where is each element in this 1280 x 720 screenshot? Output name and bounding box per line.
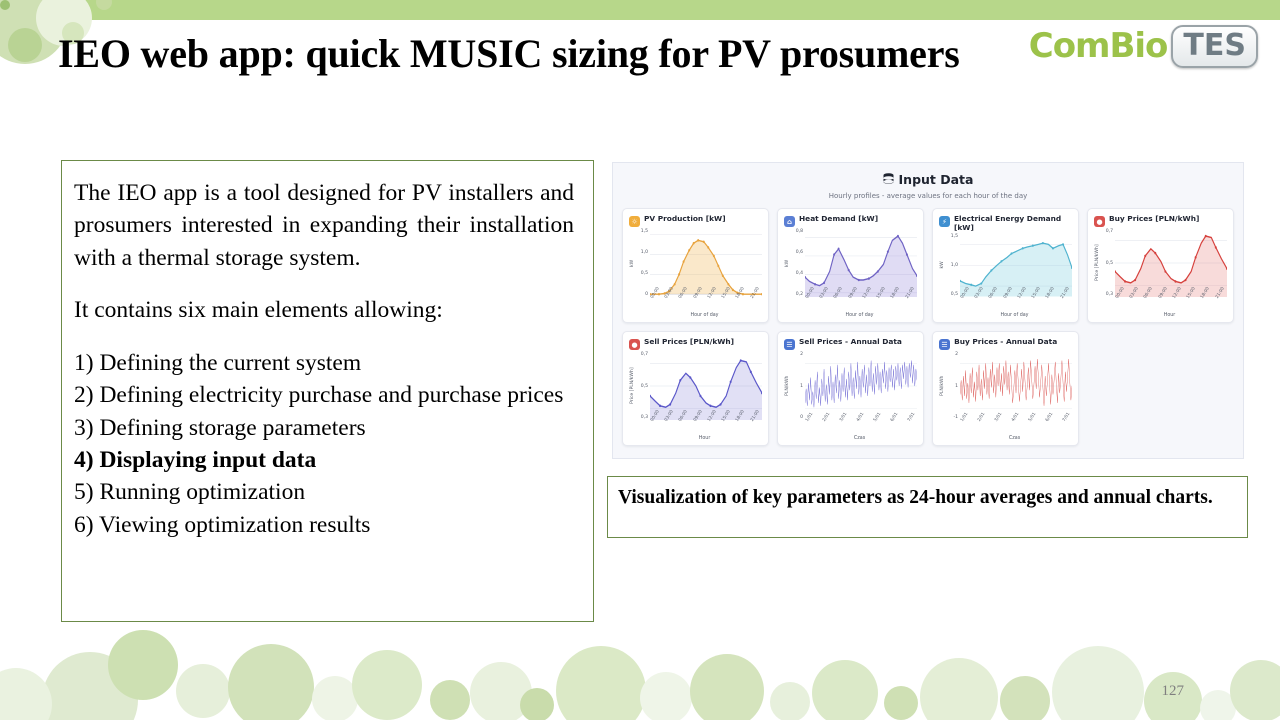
screenshot-header: [613, 163, 1243, 200]
y-tick: 0: [800, 415, 804, 420]
cards-row-bottom: [613, 323, 1243, 446]
x-axis-label: Hour: [698, 436, 711, 441]
x-tick: 21:00: [749, 409, 761, 423]
y-tick: 0,4: [795, 271, 803, 276]
x-tick-labels: [629, 409, 762, 435]
x-tick: 00:00: [650, 286, 661, 300]
x-tick: 5/01: [1028, 411, 1038, 423]
database-icon: [883, 173, 894, 185]
x-tick: 1/01: [960, 411, 970, 423]
card-header: [1094, 215, 1227, 227]
plot-area: [784, 352, 917, 441]
page-title: IEO web app: quick MUSIC sizing for PV prosumers: [58, 31, 960, 76]
x-tick: 5/01: [873, 411, 883, 423]
caption-box: Visualization of key parameters as 24-hour averages and annual charts.: [607, 476, 1248, 538]
x-tick-labels: [784, 286, 917, 312]
description-box: [61, 160, 594, 622]
y-tick-labels: [636, 229, 650, 297]
card-title: Electrical Energy Demand [kW]: [954, 214, 1062, 232]
x-tick: 15:00: [876, 286, 887, 300]
x-tick: 21:00: [904, 286, 916, 300]
bottom-decoration: [0, 610, 1280, 720]
y-tick-labels: [636, 352, 650, 420]
price-tag-icon: ●: [629, 339, 640, 350]
lead-paragraph: It contains six main elements allowing:: [74, 297, 443, 324]
x-tick: 7/01: [907, 411, 917, 423]
x-axis-label: Czas: [1008, 436, 1021, 441]
chart-card-sell-prices[interactable]: [622, 331, 769, 446]
x-axis-label: Hour of day: [690, 313, 719, 318]
card-title: Sell Prices - Annual Data: [799, 337, 902, 346]
x-tick: 03:00: [664, 286, 676, 300]
y-tick: 1,0: [640, 250, 648, 255]
chart-svg: [1115, 229, 1227, 297]
list-item: 6) Viewing optimization results: [74, 511, 371, 538]
x-tick: 03:00: [664, 409, 676, 423]
card-header: [939, 338, 1072, 350]
plot-area: [784, 229, 917, 318]
x-tick: 7/01: [1062, 411, 1072, 423]
x-tick: 18:00: [1200, 286, 1212, 300]
x-tick: 4/01: [1011, 411, 1021, 423]
y-tick: 0,2: [795, 292, 803, 297]
x-tick: 18:00: [1045, 286, 1057, 300]
x-tick: 15:00: [721, 286, 732, 300]
x-tick: 6/01: [1045, 411, 1055, 423]
y-tick: -1: [953, 415, 959, 420]
y-tick: 1: [800, 383, 804, 389]
paragraph-spacer-2: [74, 327, 574, 347]
y-tick: 0,5: [640, 383, 648, 389]
bolt-icon: ⚡: [939, 216, 950, 227]
chart-svg: [805, 229, 917, 297]
y-axis-label: kW: [630, 259, 635, 267]
chart-card-buy-prices[interactable]: [1087, 208, 1234, 323]
y-tick: 0,8: [795, 229, 803, 234]
x-tick: 12:00: [1171, 286, 1183, 300]
chart-svg: [650, 229, 762, 297]
x-tick: 18:00: [735, 409, 747, 423]
x-tick-labels: [784, 411, 917, 435]
x-tick: 09:00: [1157, 286, 1169, 300]
x-tick-labels: [629, 286, 762, 312]
x-tick: 6/01: [890, 411, 900, 423]
y-tick: 2: [800, 352, 804, 357]
y-tick: 2: [955, 352, 959, 357]
list-item: 5) Running optimization: [74, 479, 306, 506]
screenshot-subtitle: Hourly profiles - average values for each hour of the day: [828, 192, 1028, 200]
chart-card-pv-production[interactable]: [622, 208, 769, 323]
table-icon: ☰: [784, 339, 795, 350]
x-tick: 15:00: [1186, 286, 1197, 300]
x-tick: 06:00: [833, 286, 845, 300]
x-tick: 12:00: [706, 409, 718, 423]
x-tick: 00:00: [650, 409, 661, 423]
y-tick: 1,0: [950, 263, 958, 269]
card-title: Heat Demand [kW]: [799, 214, 879, 223]
paragraph-spacer-1: [74, 274, 574, 294]
x-tick: 2/01: [822, 411, 832, 423]
list-item: 4) Displaying input data: [74, 446, 317, 473]
y-tick: 0,3: [1105, 292, 1113, 297]
x-tick: 00:00: [805, 286, 816, 300]
chart-svg: [805, 352, 917, 420]
card-header: [629, 338, 762, 350]
y-axis-label: Price [PLN/kWh]: [1095, 244, 1100, 282]
card-header: [939, 215, 1072, 232]
x-tick: 18:00: [890, 286, 902, 300]
y-axis-label: kW: [940, 262, 945, 270]
x-tick: 09:00: [1002, 286, 1014, 300]
chart-card-heat-demand[interactable]: [777, 208, 924, 323]
y-tick: 0,7: [640, 352, 648, 357]
y-tick: 0,5: [950, 292, 958, 297]
plot-area: [629, 229, 762, 318]
chart-card-sell-prices-annual[interactable]: [777, 331, 924, 446]
price-tag-icon: ●: [1094, 216, 1105, 227]
card-title: Buy Prices [PLN/kWh]: [1109, 214, 1200, 223]
intro-paragraph: The IEO app is a tool designed for PV installers and prosumers interested in expanding their installation with a thermal storage system.: [74, 180, 574, 271]
x-tick: 09:00: [692, 286, 704, 300]
page-number: 127: [1161, 683, 1184, 699]
x-tick: 15:00: [721, 409, 732, 423]
sun-icon: ☼: [629, 216, 640, 227]
x-tick: 00:00: [1115, 286, 1126, 300]
card-header: [629, 215, 762, 227]
chart-card-electrical-demand[interactable]: [932, 208, 1079, 323]
x-tick: 03:00: [819, 286, 831, 300]
x-tick: 21:00: [749, 286, 761, 300]
home-icon: ⌂: [784, 216, 795, 227]
x-tick: 3/01: [839, 411, 849, 423]
x-axis-label: Hour of day: [845, 313, 874, 318]
table-icon: ☰: [939, 339, 950, 350]
x-axis-label: Hour of day: [1000, 313, 1029, 318]
chart-svg: [650, 352, 762, 420]
x-tick: 12:00: [1016, 286, 1028, 300]
input-data-heading: [883, 172, 974, 187]
card-title: PV Production [kW]: [644, 214, 726, 223]
x-tick: 09:00: [692, 409, 704, 423]
y-tick: 0,5: [640, 271, 648, 276]
x-axis-label: Czas: [853, 436, 866, 441]
y-tick: 1,5: [640, 229, 648, 234]
x-tick: 21:00: [1214, 286, 1226, 300]
y-tick: 0,6: [795, 250, 803, 255]
x-tick-labels: [939, 411, 1072, 435]
x-tick: 3/01: [994, 411, 1004, 423]
plot-area: [1094, 229, 1227, 318]
y-axis-label: Price [PLN/kWh]: [630, 367, 635, 405]
x-tick: 1/01: [805, 411, 815, 423]
x-tick: 00:00: [960, 286, 971, 300]
chart-svg: [960, 234, 1072, 297]
x-tick: 03:00: [974, 286, 986, 300]
x-tick: 12:00: [706, 286, 718, 300]
card-header: [784, 215, 917, 227]
chart-svg: [960, 352, 1072, 420]
x-tick: 09:00: [847, 286, 859, 300]
card-title: Buy Prices - Annual Data: [954, 337, 1058, 346]
y-tick: 0,5: [1105, 260, 1113, 266]
logo-tes-badge: TES: [1171, 25, 1258, 68]
logo-combio-text: ComBio: [1028, 26, 1168, 66]
x-tick: 18:00: [735, 286, 747, 300]
y-tick-labels: [1101, 229, 1115, 297]
plot-area: [939, 234, 1072, 318]
x-tick: 15:00: [1031, 286, 1042, 300]
y-tick-labels: [946, 234, 960, 297]
plot-area: [939, 352, 1072, 441]
y-tick-labels: [946, 352, 960, 420]
chart-card-buy-prices-annual[interactable]: [932, 331, 1079, 446]
y-tick: 1: [955, 383, 959, 389]
y-tick: 0,7: [1105, 229, 1113, 234]
x-tick: 03:00: [1129, 286, 1141, 300]
x-tick: 2/01: [977, 411, 987, 423]
x-tick: 4/01: [856, 411, 866, 423]
x-tick: 06:00: [1143, 286, 1155, 300]
x-tick-labels: [1094, 286, 1227, 312]
list-item: 3) Defining storage parameters: [74, 414, 366, 441]
app-screenshot: [612, 162, 1244, 459]
y-tick: 0: [645, 292, 648, 297]
x-tick: 21:00: [1059, 286, 1071, 300]
logo: [1029, 22, 1258, 70]
y-tick-labels: [791, 229, 805, 297]
y-axis-label: kW: [785, 259, 790, 267]
x-tick: 06:00: [678, 286, 690, 300]
x-tick: 06:00: [988, 286, 1000, 300]
plot-area: [629, 352, 762, 441]
y-tick: 0,3: [640, 415, 648, 420]
card-title: Sell Prices [PLN/kWh]: [644, 337, 735, 346]
empty-card-slot: [1087, 331, 1234, 446]
card-header: [784, 338, 917, 350]
input-data-title-text: Input Data: [898, 171, 974, 187]
y-axis-label: PLN/kWh: [785, 375, 791, 397]
y-axis-label: PLN/kWh: [940, 375, 946, 397]
y-tick: 1,5: [950, 234, 958, 240]
y-tick-labels: [791, 352, 805, 420]
cards-row-top: [613, 200, 1243, 323]
list-item: 1) Defining the current system: [74, 349, 362, 376]
list-item: 2) Defining electricity purchase and purchase prices: [74, 382, 564, 409]
x-axis-label: Hour: [1163, 313, 1176, 318]
x-tick: 06:00: [678, 409, 690, 423]
x-tick: 12:00: [861, 286, 873, 300]
